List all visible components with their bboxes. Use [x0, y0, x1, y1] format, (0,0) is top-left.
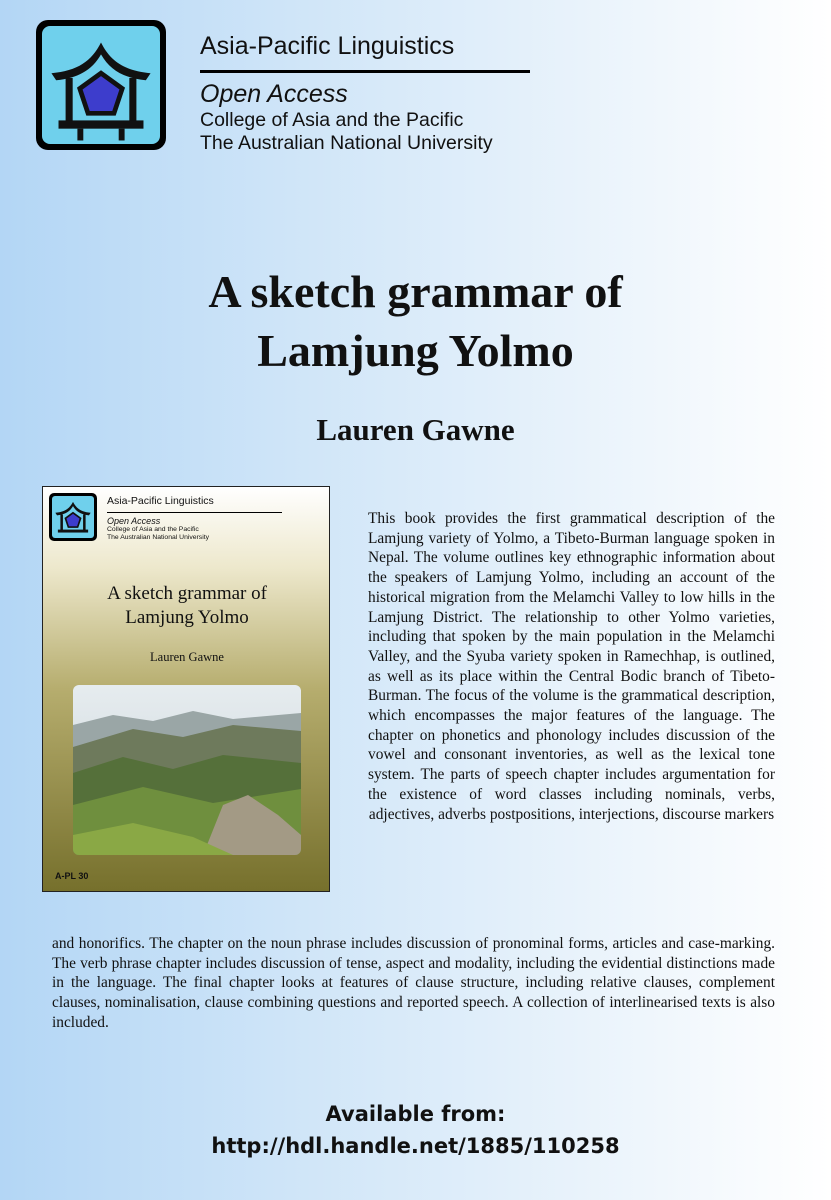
pavilion-icon — [52, 496, 94, 538]
cover-logo — [49, 493, 97, 541]
description-paragraph-part-2: and honorifics. The chapter on the noun phrase includes discussion of pronominal forms, articles and case-marking. The verb phrase chapter includes discussion of tense, aspect and modality, including the evidential distinctions made in the language. The final chapter looks at features of clause structure, including relative clauses, complement clauses, nominalisation, clause combining questions and reported speech. A collection of interlinearised texts is also included. — [52, 935, 775, 1031]
cover-title-line-2: Lamjung Yolmo — [125, 607, 249, 628]
book-author: Lauren Gawne — [316, 412, 515, 447]
publisher-name: Asia-Pacific Linguistics — [200, 32, 455, 60]
cover-publisher-block — [107, 495, 287, 542]
publisher-block — [200, 30, 530, 155]
book-title-line-2: Lamjung Yolmo — [257, 325, 574, 376]
cover-series-number: A-PL 30 — [55, 871, 89, 881]
college-name: College of Asia and the Pacific — [200, 109, 464, 131]
cover-divider — [107, 512, 282, 513]
availability-url[interactable]: http://hdl.handle.net/1885/110258 — [211, 1134, 620, 1158]
cover-title — [43, 582, 331, 630]
cover-university: The Australian National University — [107, 534, 209, 541]
university-name: The Australian National University — [200, 132, 493, 154]
book-title-line-1: A sketch grammar of — [208, 266, 623, 317]
description-paragraph-part-1: This book provides the first grammatical description of the Lamjung variety of Yolmo, a Tibeto-Burman language spoken in Nepal. The volume outlines key ethnographic information about the speakers of Lamjung Yolmo, including an account of the historical migration from the Melamchi Valley to low hills in the Lamjung District. The relationship to other Yolmo varieties, including that spoken by the main population in the Melamchi Valley, and the Syuba variety spoken in Ramechhap, is outlined, as well as its place within the Central Bodic branch of Tibeto-Burman. The focus of the volume is the grammatical description, which encompasses the major features of the language. The chapter on phonetics and phonology includes discussion of the vowel and consonant inventories, as well as the lexical tone system. The parts of speech chapter includes argumentation for the existence of word classes including nominals, verbs, adjectives, adverbs postpositions, interjections, discourse markers — [368, 510, 775, 823]
availability-block — [0, 1098, 831, 1162]
cover-author: Lauren Gawne — [150, 650, 224, 664]
book-cover-image — [42, 486, 330, 892]
book-title — [0, 262, 831, 380]
availability-label: Available from: — [325, 1102, 506, 1126]
cover-landscape-photo — [73, 685, 301, 855]
cover-publisher-name: Asia-Pacific Linguistics — [107, 495, 214, 507]
pavilion-icon — [42, 26, 160, 144]
apl-logo — [36, 20, 166, 150]
open-access-label: Open Access — [200, 80, 348, 108]
cover-college: College of Asia and the Pacific — [107, 526, 199, 533]
cover-title-line-1: A sketch grammar of — [107, 583, 267, 604]
publisher-divider — [200, 70, 530, 73]
cover-open-access: Open Access — [107, 516, 161, 526]
